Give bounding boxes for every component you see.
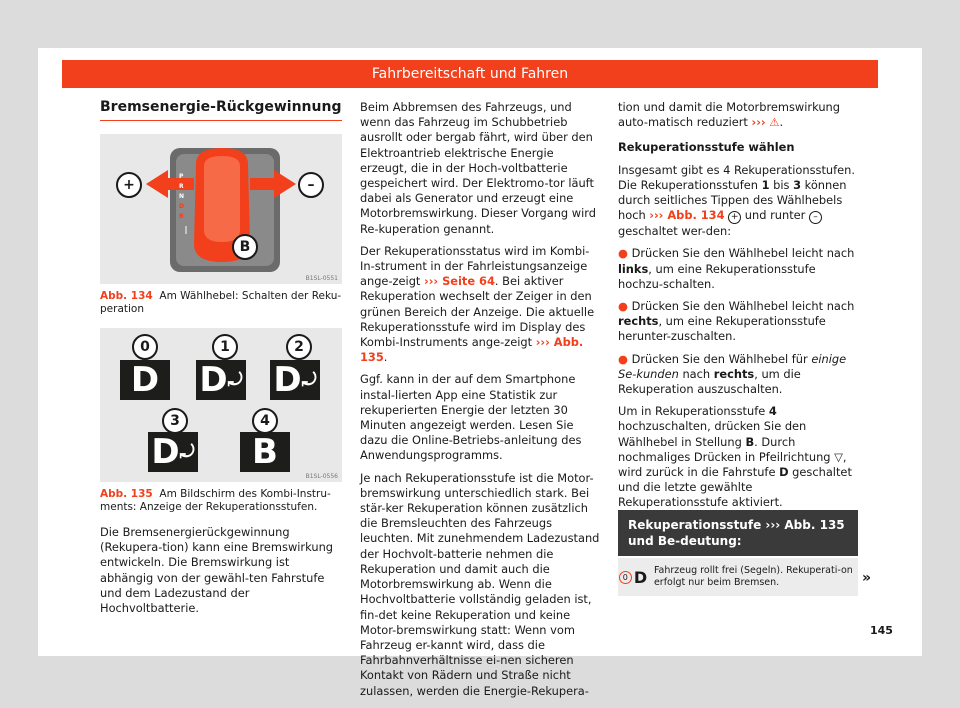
text: hochzuschalten, drücken Sie den Wählhebel in Stellung <box>618 419 807 449</box>
text: geschaltet und die letzte gewählte Rekuperationsstufe aktiviert. <box>618 465 852 510</box>
paragraph-4: Je nach Rekuperationsstufe ist die Motor-bremswirkung unterschiedlich stark. Bei stär-ker Rekuperation können zusätzlich die Bremsleuchten des Fahrzeugs leuchten. Mit zunehmendem Ladezustand der Hochvolt-batterie nehmen die Rekuperation und damit auch die Motorbremswirkung ab. Wenn die Hochvoltbatterie vollständig geladen ist, fin-det keine Rekuperation und keine Motor-bremswirkung statt: Wenn vom Fahrzeug er-kannt wird, dass die Fahrbahnverhältnisse ei-nen sicheren Kontakt von Rädern und Straße nicht zulassen, werden die Energie-Rekupera- <box>360 470 600 698</box>
tile-letter: D <box>199 360 228 400</box>
text: , um die Rekuperation auszuschalten. <box>618 366 801 397</box>
figure-link[interactable]: ››› Abb. 134 <box>649 208 725 223</box>
stage-tile-1 <box>196 360 246 400</box>
recuperation-icon: ⤾ <box>179 441 195 463</box>
recuperation-table <box>618 510 858 596</box>
text: tion und damit die Motorbremswirkung auto-matisch reduziert <box>618 100 841 130</box>
text: einige Se-kunden <box>618 351 847 381</box>
gear-d: D <box>179 203 184 210</box>
figure-label: Abb. 134 <box>100 290 153 302</box>
minus-marker: – <box>298 172 324 198</box>
paragraph-stage4 <box>618 404 860 510</box>
recuperation-icon: ⤾ <box>301 369 317 391</box>
text: , um eine Rekuperationsstufe hochzu-schalten. <box>618 261 816 291</box>
text: Um in Rekuperationsstufe <box>618 404 769 419</box>
text: geschaltet wer-den: <box>618 224 732 239</box>
text: Drücken Sie den Wählhebel leicht nach <box>631 299 855 314</box>
text: Der Rekuperationsstatus wird im Kombi-In-strument in der Fahrleistungsanzeige ange-zeigt <box>360 243 590 289</box>
section-rule <box>100 120 342 121</box>
bullet-2 <box>618 299 860 345</box>
continue-marker: » <box>862 570 872 586</box>
text: können durch seitliches Tippen des Wählhebels hoch <box>618 177 847 223</box>
text: . Durch nochmaliges Drücken in Pfeilrichtung ▽, wird zurück in die Fahrstufe <box>618 434 847 480</box>
text: . <box>383 350 388 365</box>
paragraph-stages <box>618 163 860 240</box>
figure-label: Abb. 135 <box>100 488 153 500</box>
stage-number-2: 2 <box>286 334 312 360</box>
gear-p: P <box>179 173 184 180</box>
stage-number-4: 4 <box>252 408 278 434</box>
stage-letter: D <box>633 567 648 587</box>
tile-letter: D <box>151 432 180 472</box>
text: 3 <box>793 177 802 192</box>
bullet-icon: ● <box>618 351 632 366</box>
subheading: Rekuperationsstufe wählen <box>618 140 795 155</box>
plus-marker: + <box>116 172 142 198</box>
intro-paragraph-block <box>100 525 342 623</box>
bullet-icon: ● <box>618 299 632 314</box>
table-header: Rekuperationsstufe ››› Abb. 135 und Be-deutung: <box>618 510 858 556</box>
figure-caption-135 <box>100 488 342 514</box>
stage-number-3: 3 <box>162 408 188 434</box>
text: nach <box>678 366 714 381</box>
gear-b: B <box>179 213 184 220</box>
stage-tile-0 <box>120 360 170 400</box>
text: 1 <box>761 177 770 192</box>
plus-icon: + <box>728 211 741 224</box>
bullet-3 <box>618 352 860 398</box>
table-cell-text: Fahrzeug rollt frei (Segeln). Rekuperati-on erfolgt nur beim Bremsen. <box>653 565 853 588</box>
tile-letter: D <box>273 360 302 400</box>
intro-paragraph: Die Bremsenergierückgewinnung (Rekupera-tion) kann eine Bremswirkung entwickeln. Die Bremswirkung ist abhängig von der gewähl-ten Fahrstufe und dem Ladezustand der Hochvoltbatterie. <box>100 525 334 616</box>
text: rechts <box>713 366 755 381</box>
page-number: 145 <box>870 624 893 637</box>
tile-letter: D <box>130 360 160 400</box>
paragraph-continued <box>618 100 860 130</box>
stage-number-0: 0 <box>132 334 158 360</box>
text: . <box>779 115 784 130</box>
text: . Bei aktiver Rekuperation wechselt der Zeiger in den grünen Bereich der Anzeige. Die aktuelle Rekuperationsstufe wird im Display des Kombi-Instruments ange-zeigt <box>360 274 595 350</box>
figure-code: B1SL-0551 <box>305 275 338 282</box>
text: bis <box>769 177 794 192</box>
figure-code: B1SL-0556 <box>305 473 338 480</box>
recuperation-icon: ⤾ <box>227 369 243 391</box>
text: Drücken Sie den Wählhebel leicht nach <box>631 246 855 261</box>
gear-letters <box>179 172 184 222</box>
stage-tile-4 <box>240 432 290 472</box>
warning-icon: ⚠ <box>769 115 780 130</box>
figure-gear-lever <box>100 134 342 284</box>
minus-icon: – <box>809 211 822 224</box>
stage-icon <box>618 568 648 587</box>
paragraph-2 <box>360 244 602 366</box>
warning-link[interactable]: ››› <box>751 115 766 130</box>
right-column <box>618 100 860 518</box>
gear-n: N <box>179 193 185 200</box>
section-title-block <box>100 100 342 122</box>
text: links <box>618 261 649 276</box>
page-link[interactable]: ››› Seite 64 <box>424 274 495 289</box>
tile-letter: B <box>252 432 278 472</box>
stage-tile-3 <box>148 432 198 472</box>
paragraph-1: Beim Abbremsen des Fahrzeugs, und wenn das Fahrzeug im Schubbetrieb ausrollt oder bergab fährt, wird über den Elektroantrieb elektrische Energie erzeugt, die in der Hoch-voltbatterie gespeichert wird. Der Elektromo-tor läuft dabei als Generator und erzeugt eine Motorbremswirkung. Dieser Vorgang wird Re-kuperation genannt. <box>360 100 596 236</box>
section-title: Bremsenergie-Rückgewinnung <box>100 99 342 115</box>
text: rechts <box>618 314 659 329</box>
bullet-icon: ● <box>618 246 632 261</box>
text: , um eine Rekuperationsstufe herunter-zuschalten. <box>618 314 826 344</box>
figure-recuperation-display <box>100 328 342 482</box>
stage-tile-2 <box>270 360 320 400</box>
text: 4 <box>768 404 777 419</box>
table-row <box>618 558 858 596</box>
middle-column <box>360 100 602 706</box>
figure-link[interactable]: ››› Abb. 135 <box>360 335 584 365</box>
figure-caption-134 <box>100 290 342 316</box>
stage-number-1: 1 <box>212 334 238 360</box>
bullet-1 <box>618 246 860 292</box>
gear-r: R <box>179 183 184 190</box>
chapter-header: Fahrbereitschaft und Fahren <box>62 60 878 88</box>
caption-text: Am Wählhebel: Schalten der Reku-peration <box>100 290 342 315</box>
text: B <box>745 434 755 449</box>
text: Insgesamt gibt es 4 Rekuperationsstufen. Die Rekuperationsstufen <box>618 162 856 192</box>
b-marker: B <box>232 234 258 260</box>
text: Drücken Sie den Wählhebel für <box>631 351 812 366</box>
paragraph-3: Ggf. kann in der auf dem Smartphone instal-lierten App eine Statistik zur rekuperierten Energie der letzten 30 Minuten angezeigt werden. Lesen Sie dazu die Online-Betriebs-anleitung des Anwendungsprogramms. <box>360 372 582 463</box>
gear-lever-illustration <box>100 134 342 284</box>
stage-number-icon: 0 <box>619 571 632 584</box>
caption-text: Am Bildschirm des Kombi-Instru-ments: Anzeige der Rekuperationsstufen. <box>100 488 331 513</box>
text: und runter <box>741 208 809 223</box>
text: D <box>779 465 789 480</box>
